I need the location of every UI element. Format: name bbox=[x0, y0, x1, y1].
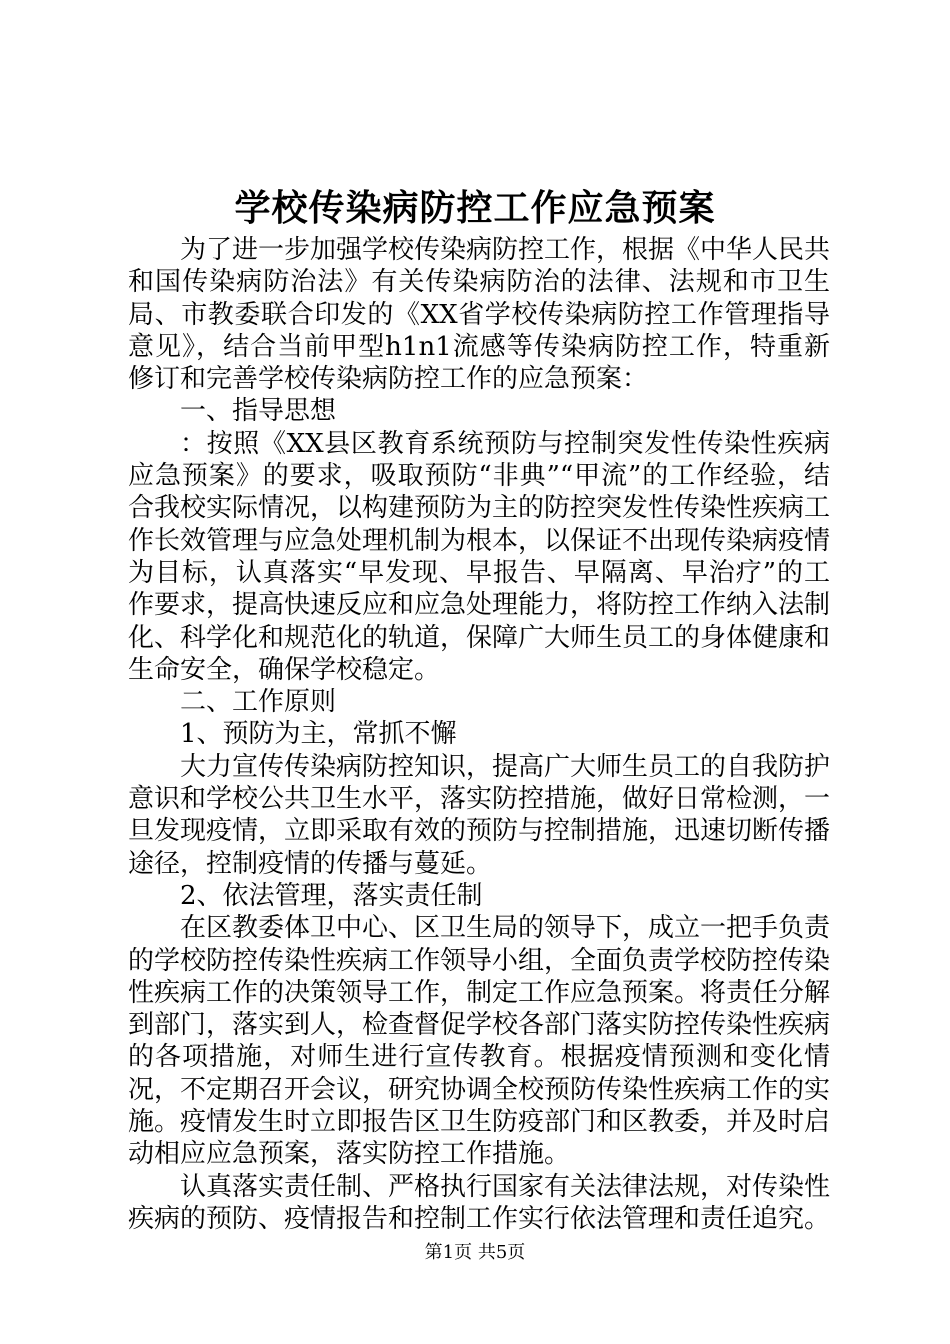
body-paragraph: 2、依法管理，落实责任制 bbox=[180, 880, 483, 911]
body-paragraph: ：按照《XX县区教育系统预防与控制突发性传染性疾病应急预案》的要求，吸取预防“非典”“甲流”的工作经验，结合我校实际情况，以构建预防为主的防控突发性传染性疾病工作长效管理与应急处理机制为根本，以保证不出现传染病疫情为目标，认真落实“早发现、早报告、早隔离、早治疗”的工作要求，提高快速反应和应急处理能力，将防控工作纳入法制化、科学化和规范化的轨道，保障广大师生员工的身体健康和生命安全，确保学校稳定。 bbox=[128, 428, 831, 685]
body-paragraph: 1、预防为主，常抓不懈 bbox=[180, 719, 457, 750]
document-body bbox=[128, 234, 830, 1235]
body-paragraph: 在区教委体卫中心、区卫生局的领导下，成立一把手负责的学校防控传染性疾病工作领导小组，全面负责学校防控传染性疾病工作的决策领导工作，制定工作应急预案。将责任分解到部门，落实到人，检查督促学校各部门落实防控传染性疾病的各项措施，对师生进行宣传教育。根据疫情预测和变化情况，不定期召开会议，研究协调全校预防传染性疾病工作的实施。疫情发生时立即报告区卫生防疫部门和区教委，并及时启动相应应急预案，落实防控工作措施。 bbox=[128, 913, 831, 1170]
page-footer: 第1页 共5页 bbox=[424, 1242, 526, 1263]
body-paragraph: 大力宣传传染病防控知识，提高广大师生员工的自我防护意识和学校公共卫生水平，落实防控措施，做好日常检测，一旦发现疫情，立即采取有效的预防与控制措施，迅速切断传播途径，控制疫情的传播与蔓延。 bbox=[128, 751, 831, 879]
body-paragraph: 一、指导思想 bbox=[180, 396, 337, 427]
body-paragraph: 认真落实责任制、严格执行国家有关法律法规，对传染性疾病的预防、疫情报告和控制工作实行依法管理和责任追究。 bbox=[128, 1171, 831, 1234]
body-paragraph: 为了进一步加强学校传染病防控工作，根据《中华人民共和国传染病防治法》有关传染病防治的法律、法规和市卫生局、市教委联合印发的《XX省学校传染病防控工作管理指导意见》，结合当前甲型h1n1流感等传染病防控工作，特重新修订和完善学校传染病防控工作的应急预案： bbox=[128, 235, 831, 395]
body-paragraph: 二、工作原则 bbox=[180, 687, 337, 718]
document-title: 学校传染病防控工作应急预案 bbox=[234, 187, 716, 229]
